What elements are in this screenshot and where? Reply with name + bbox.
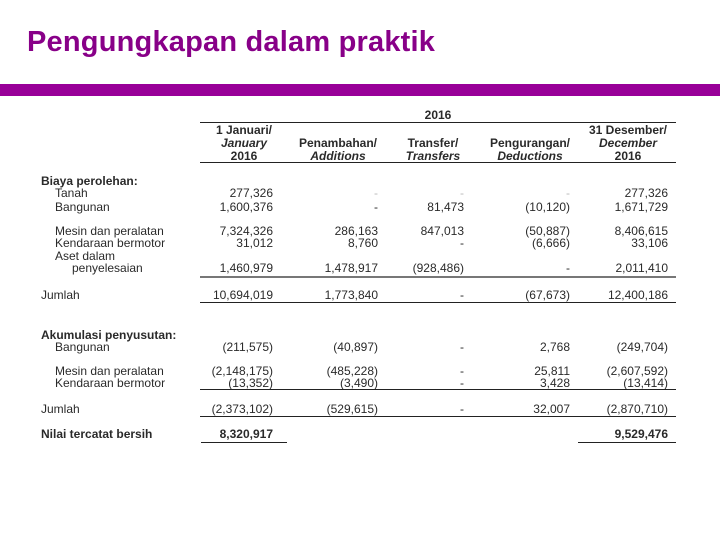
table-cell: -	[460, 288, 464, 302]
row-label: Tanah	[55, 186, 88, 200]
column-header-line: Transfers	[405, 149, 461, 163]
table-cell: (3,490)	[339, 376, 378, 390]
table-cell: 1,600,376	[219, 200, 273, 214]
table-cell: 2,768	[539, 340, 570, 354]
table-cell: 81,473	[427, 200, 464, 214]
column-header-line: 31 Desember/	[588, 123, 668, 137]
column-header-line: 2016	[230, 149, 258, 163]
table-cell: 3,428	[539, 376, 570, 390]
table-cell: -	[460, 402, 464, 416]
table-cell: 286,163	[334, 224, 378, 238]
table-cell: -	[460, 364, 464, 378]
rule	[200, 389, 676, 390]
row-label: Jumlah	[41, 288, 80, 302]
column-header-line: January	[220, 136, 268, 150]
row-label: Kendaraan bermotor	[55, 236, 166, 250]
table-cell: 8,406,615	[614, 224, 668, 238]
table-cell: 8,320,917	[219, 427, 273, 441]
table-cell: (6,666)	[531, 236, 570, 250]
table-cell: -	[374, 186, 378, 200]
rule	[200, 162, 676, 163]
column-header-line: December	[598, 136, 658, 150]
table-cell: -	[566, 186, 570, 200]
row-label: Nilai tercatat bersih	[41, 427, 153, 441]
table-cell: -	[460, 186, 464, 200]
table-cell: -	[566, 261, 570, 275]
table-cell: 31,012	[236, 236, 273, 250]
row-label: Bangunan	[55, 340, 110, 354]
rule	[201, 442, 287, 443]
table-cell: 33,106	[631, 236, 668, 250]
column-header-line: Pengurangan/	[489, 136, 570, 150]
table-cell: (2,148,175)	[211, 364, 273, 378]
table-cell: (10,120)	[525, 200, 570, 214]
table-cell: -	[460, 340, 464, 354]
double-rule	[200, 276, 676, 278]
table-cell: 847,013	[420, 224, 464, 238]
table-cell: 277,326	[624, 186, 668, 200]
table-cell: (928,486)	[412, 261, 464, 275]
rule	[200, 416, 676, 417]
column-header-line: Penambahan/	[298, 136, 378, 150]
section-heading-cost: Biaya perolehan:	[41, 174, 138, 188]
table-cell: (211,575)	[222, 340, 273, 354]
table-cell: (485,228)	[326, 364, 378, 378]
column-header-line: Additions	[310, 149, 366, 163]
table-cell: (529,615)	[326, 402, 378, 416]
table-cell: 12,400,186	[607, 288, 668, 302]
table-cell: (249,704)	[616, 340, 668, 354]
table-cell: -	[460, 376, 464, 390]
table-cell: (13,414)	[623, 376, 668, 390]
table-cell: (40,897)	[333, 340, 378, 354]
row-label: Aset dalam	[55, 249, 116, 263]
table-cell: 1,460,979	[219, 261, 273, 275]
section-heading-depreciation: Akumulasi penyusutan:	[41, 328, 177, 342]
column-header-line: Transfer/	[407, 136, 459, 150]
table-cell: (67,673)	[525, 288, 570, 302]
title-divider-bar	[0, 84, 720, 96]
table-cell: (13,352)	[228, 376, 273, 390]
row-label: Kendaraan bermotor	[55, 376, 166, 390]
year-header: 2016	[424, 108, 452, 122]
table-cell: -	[374, 200, 378, 214]
row-label: Jumlah	[41, 402, 80, 416]
table-cell: 1,773,840	[324, 288, 378, 302]
column-header-line: Deductions	[497, 149, 563, 163]
table-cell: (2,373,102)	[211, 402, 273, 416]
table-cell: -	[460, 236, 464, 250]
table-cell: 2,011,410	[615, 261, 668, 275]
table-cell: 25,811	[534, 364, 570, 378]
table-cell: 9,529,476	[614, 427, 668, 441]
row-label: Mesin dan peralatan	[55, 364, 164, 378]
table-cell: 1,478,917	[324, 261, 378, 275]
column-header-line: 2016	[614, 149, 642, 163]
table-cell: 8,760	[347, 236, 378, 250]
rule	[578, 442, 676, 443]
table-cell: (2,607,592)	[606, 364, 668, 378]
column-header-line: 1 Januari/	[215, 123, 273, 137]
row-label: Mesin dan peralatan	[55, 224, 164, 238]
table-cell: 7,324,326	[219, 224, 273, 238]
table-cell: 10,694,019	[212, 288, 273, 302]
row-label-continued: penyelesaian	[72, 261, 143, 275]
table-cell: 32,007	[533, 402, 570, 416]
rule	[200, 302, 676, 303]
table-cell: 277,326	[229, 186, 273, 200]
slide-title: Pengungkapan dalam praktik	[27, 26, 436, 58]
table-cell: (2,870,710)	[606, 402, 668, 416]
row-label: Bangunan	[55, 200, 110, 214]
table-cell: (50,887)	[525, 224, 570, 238]
table-cell: 1,671,729	[614, 200, 668, 214]
